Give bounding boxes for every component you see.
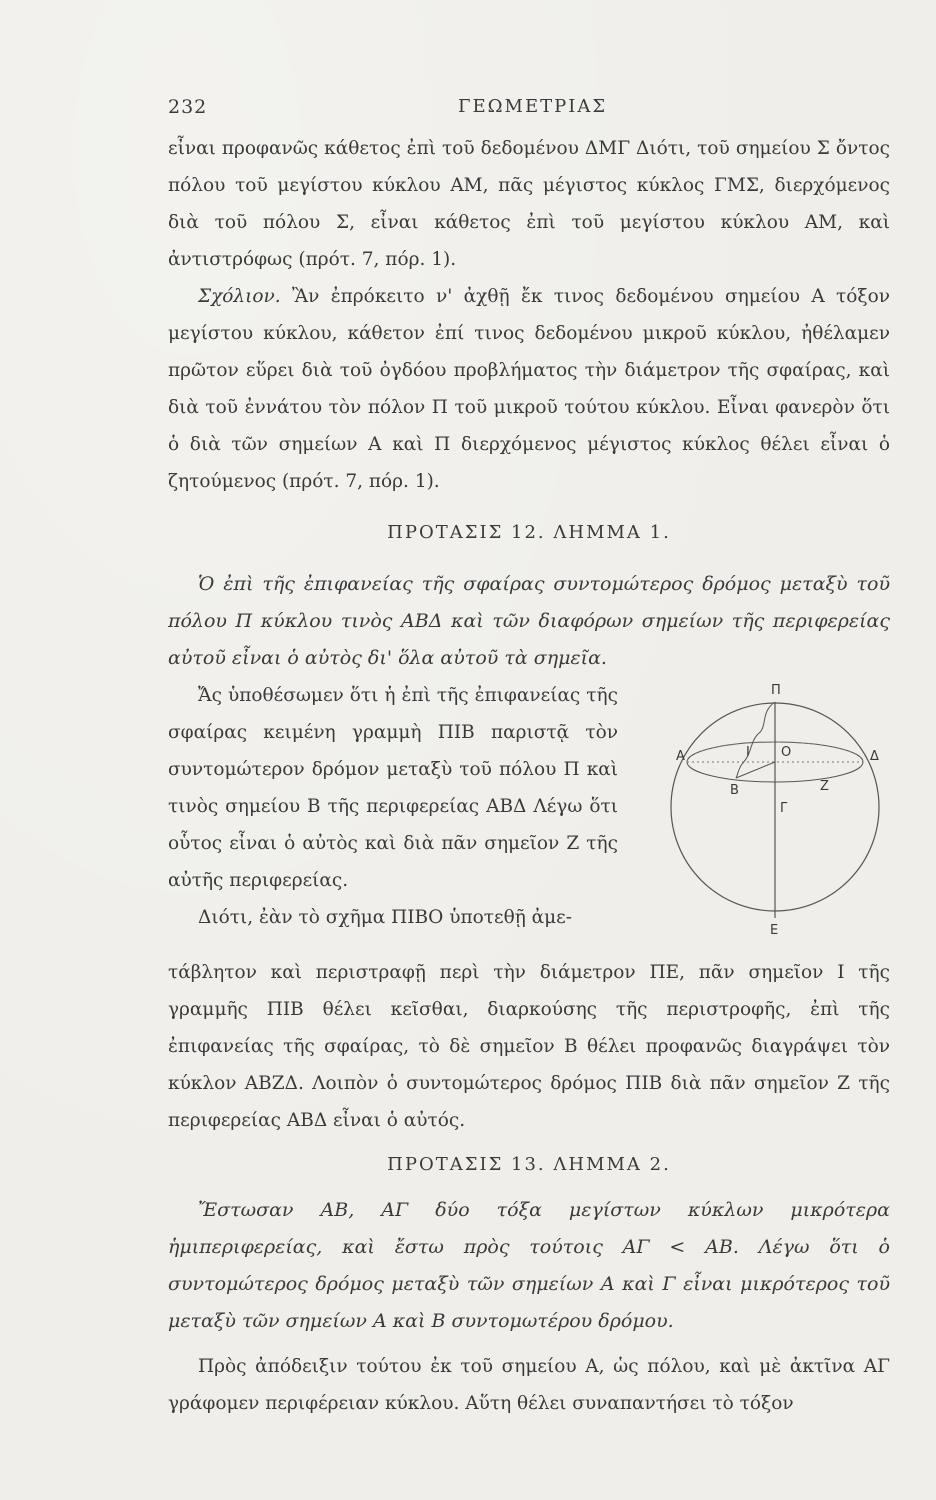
proof-paragraph bbox=[168, 677, 618, 936]
label-g: Γ bbox=[780, 801, 788, 816]
proposition-heading-13: ΠΡΟΤΑΣΙΣ 13. ΛΗΜΜΑ 2. bbox=[387, 1154, 671, 1175]
paragraph-continuation bbox=[168, 130, 890, 278]
label-i: Ι bbox=[746, 745, 750, 760]
proposition-12-statement bbox=[168, 566, 890, 677]
proposition-heading-12: ΠΡΟΤΑΣΙΣ 12. ΛΗΜΜΑ 1. bbox=[387, 522, 671, 543]
running-title: ΓΕΩΜΕΤΡΙΑΣ bbox=[458, 96, 608, 117]
page-header bbox=[168, 96, 888, 126]
sphere-figure bbox=[676, 672, 890, 942]
label-z: Ζ bbox=[820, 779, 829, 794]
demonstration-text: Πρὸς ἀπόδειξιν τούτου ἐκ τοῦ σημείου Α, ὡς πόλου, καὶ μὲ ἀκτῖνα ΑΓ γράφομεν περιφέρειαν κύκλου. Αὕτη θέλει συναπαντήσει τὸ τόξον bbox=[168, 1356, 890, 1414]
sphere-diagram bbox=[676, 672, 890, 942]
proof-continuation-text: τάβλητον καὶ περιστραφῇ περὶ τὴν διάμετρον ΠΕ, πᾶν σημεῖον Ι τῆς γραμμῆς ΠΙΒ θέλει κεῖσθαι, διαρκούσης τῆς περιστροφῆς, ἐπὶ τῆς ἐπιφανείας τῆς σφαίρας, τὸ δὲ σημεῖον Β θέλει προφανῶς διαγράψει τὸν κύκλον ΑΒΖΔ. Λοιπὸν ὁ συντομώτερος δρόμος ΠΙΒ διὰ πᾶν σημεῖον Ζ τῆς περιφερείας ΑΒΔ εἶναι ὁ αὐτός. bbox=[168, 962, 890, 1131]
proof-text: Ἄς ὑποθέσωμεν ὅτι ἡ ἐπὶ τῆς ἐπιφανείας τῆς σφαίρας κειμένη γραμμὴ ΠΙΒ παριστᾷ τὸν συντομώτερον δρόμον μεταξὺ τοῦ πόλου Π καὶ τινὸς σημείου Β τῆς περιφερείας ΑΒΔ Λέγω ὅτι οὗτος εἶναι ὁ αὐτὸς καὶ διὰ πᾶν σημεῖον Ζ τῆς αὐτῆς περιφερείας. bbox=[168, 685, 618, 891]
curve-pib bbox=[736, 702, 775, 778]
proof-continuation bbox=[168, 954, 890, 1139]
demonstration-paragraph bbox=[168, 1348, 890, 1422]
label-a: Α bbox=[676, 749, 685, 764]
paragraph-text: εἶναι προφανῶς κάθετος ἐπὶ τοῦ δεδομένου ΔΜΓ Διότι, τοῦ σημείου Σ ὄντος πόλου τοῦ μεγίστου κύκλου ΑΜ, πᾶς μέγιστος κύκλος ΓΜΣ, διερχόμενος διὰ τοῦ πόλου Σ, εἶναι κάθετος ἐπὶ τοῦ μεγίστου κύκλου ΑΜ, καὶ ἀντιστρόφως (πρότ. 7, πόρ. 1). bbox=[168, 138, 890, 270]
proposition-text: Ὁ ἐπὶ τῆς ἐπιφανείας τῆς σφαίρας συντομώτερος δρόμος μεταξὺ τοῦ πόλου Π κύκλου τινὸς ΑΒΔ καὶ τῶν διαφόρων σημείων τῆς περιφερείας αὐτοῦ εἶναι ὁ αὐτὸς δι' ὅλα αὐτοῦ τὰ σημεῖα. bbox=[168, 573, 890, 669]
label-d: Δ bbox=[870, 749, 879, 764]
scholion-paragraph bbox=[168, 278, 890, 500]
label-e: Ε bbox=[770, 923, 779, 938]
label-b: Β bbox=[730, 783, 739, 798]
proposition-13-statement bbox=[168, 1192, 890, 1340]
scholion-text: Ἂν ἐπρόκειτο ν' ἀχθῇ ἔκ τινος δεδομένου σημείου Α τόξον μεγίστου κύκλου, κάθετον ἐπί τινος δεδομένου μικροῦ κύκλου, ἠθέλαμεν πρῶτον εὕρει διὰ τοῦ ὀγδόου προβλήματος τὴν διάμετρον τῆς σφαίρας, καὶ διὰ τοῦ ἐννάτου τὸν πόλον Π τοῦ μικροῦ τούτου κύκλου. Εἶναι φανερὸν ὅτι ὁ διὰ τῶν σημείων Α καὶ Π διερχόμενος μέγιστος κύκλος θέλει εἶναι ὁ ζητούμενος (πρότ. 7, πόρ. 1). bbox=[168, 286, 890, 492]
label-o: Ο bbox=[781, 745, 792, 760]
scholion-label: Σχόλιον. bbox=[198, 286, 281, 307]
proof-lead-line: Διότι, ἐὰν τὸ σχῆμα ΠΙΒΟ ὑποτεθῇ ἀμε- bbox=[198, 907, 573, 928]
proposition-text: Ἔστωσαν ΑΒ, ΑΓ δύο τόξα μεγίστων κύκλων μικρότερα ἡμιπεριφερείας, καὶ ἔστω πρὸς τούτοις ΑΓ < ΑΒ. Λέγω ὅτι ὁ συντομώτερος δρόμος μεταξὺ τῶν σημείων Α καὶ Γ εἶναι μικρότερος τοῦ μεταξὺ τῶν σημείων Α καὶ Β συντομωτέρου δρόμου. bbox=[168, 1199, 890, 1332]
page-number: 232 bbox=[168, 96, 208, 118]
label-p: Π bbox=[771, 683, 781, 698]
scholion-body bbox=[168, 278, 890, 500]
